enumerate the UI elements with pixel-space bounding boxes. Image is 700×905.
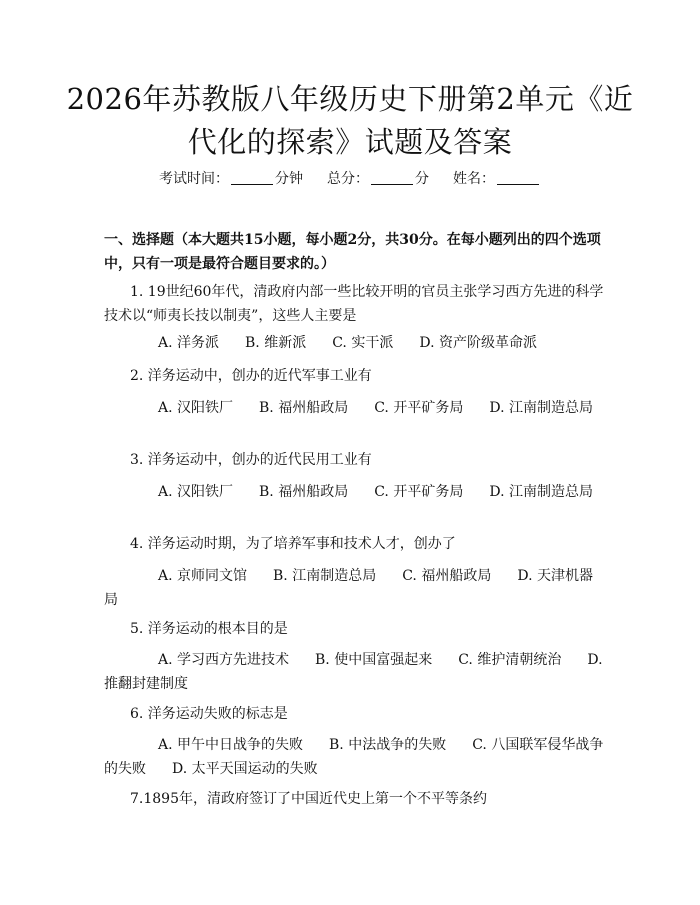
option-b: B. 福州船政局 (259, 400, 349, 416)
question-4-stem: 4. 洋务运动时期，为了培养军事和技术人才，创办了 (130, 536, 456, 552)
option-d: D. 江南制造总局 (489, 400, 593, 416)
option-b: B. 使中国富强起来 (315, 652, 433, 668)
option-c: C. 实干派 (332, 335, 394, 351)
exam-info-line (0, 168, 700, 188)
option-c: C. 八国联军侵华战争的失败 (104, 737, 604, 777)
option-a: A. 汉阳铁厂 (158, 400, 234, 416)
question-3-options (104, 480, 604, 504)
score-label: 总分： (327, 171, 369, 187)
title-line-1: 2026年苏教版八年级历史下册第2单元《近 (66, 82, 634, 116)
exam-time-unit: 分钟 (275, 171, 303, 187)
option-b: B. 中法战争的失败 (329, 737, 447, 753)
option-c: C. 开平矿务局 (374, 484, 464, 500)
document-title (60, 78, 640, 164)
option-d: D. 江南制造总局 (489, 484, 593, 500)
question-5-stem: 5. 洋务运动的根本目的是 (130, 621, 288, 637)
question-5-options (104, 648, 604, 696)
option-a: A. 学习西方先进技术 (158, 652, 290, 668)
option-a: A. 京师同文馆 (158, 568, 248, 584)
option-b: B. 福州船政局 (259, 484, 349, 500)
score-blank (371, 170, 413, 185)
option-c: C. 开平矿务局 (374, 400, 464, 416)
name-blank (497, 170, 539, 185)
question-6-options (104, 733, 604, 781)
option-c: C. 福州船政局 (402, 568, 492, 584)
exam-time-blank (231, 170, 273, 185)
question-2-options (104, 396, 604, 420)
option-b: B. 江南制造总局 (273, 568, 377, 584)
question-6-stem: 6. 洋务运动失败的标志是 (130, 706, 288, 722)
option-c: C. 维护清朝统治 (458, 652, 562, 668)
exam-time-label: 考试时间： (159, 171, 229, 187)
section-heading: 一、选择题（本大题共15小题，每小题2分，共30分。在每小题列出的四个选项中，只有一项是最符合题目要求的。） (104, 232, 601, 272)
option-d: D. 天津机器局 (104, 568, 593, 608)
question-1-stem: 1. 19世纪60年代，清政府内部一些比较开明的官员主张学习西方先进的科学技术以“师夷长技以制夷”，这些人主要是 (104, 284, 604, 324)
option-a: A. 汉阳铁厂 (158, 484, 234, 500)
option-b: B. 维新派 (245, 335, 307, 351)
question-2-stem: 2. 洋务运动中，创办的近代军事工业有 (130, 368, 372, 384)
score-unit: 分 (415, 171, 429, 187)
option-d: D. 太平天国运动的失败 (172, 761, 318, 777)
option-d: D. 推翻封建制度 (104, 652, 603, 692)
question-7-stem: 7.1895年，清政府签订了中国近代史上第一个不平等条约 (130, 791, 487, 807)
name-label: 姓名： (453, 171, 495, 187)
title-line-2: 代化的探索》试题及答案 (187, 125, 513, 159)
option-a: A. 洋务派 (158, 335, 220, 351)
question-3-stem: 3. 洋务运动中，创办的近代民用工业有 (130, 452, 372, 468)
option-d: D. 资产阶级革命派 (419, 335, 537, 351)
option-a: A. 甲午中日战争的失败 (158, 737, 304, 753)
question-4-options (104, 564, 604, 612)
question-1-options (104, 331, 604, 355)
